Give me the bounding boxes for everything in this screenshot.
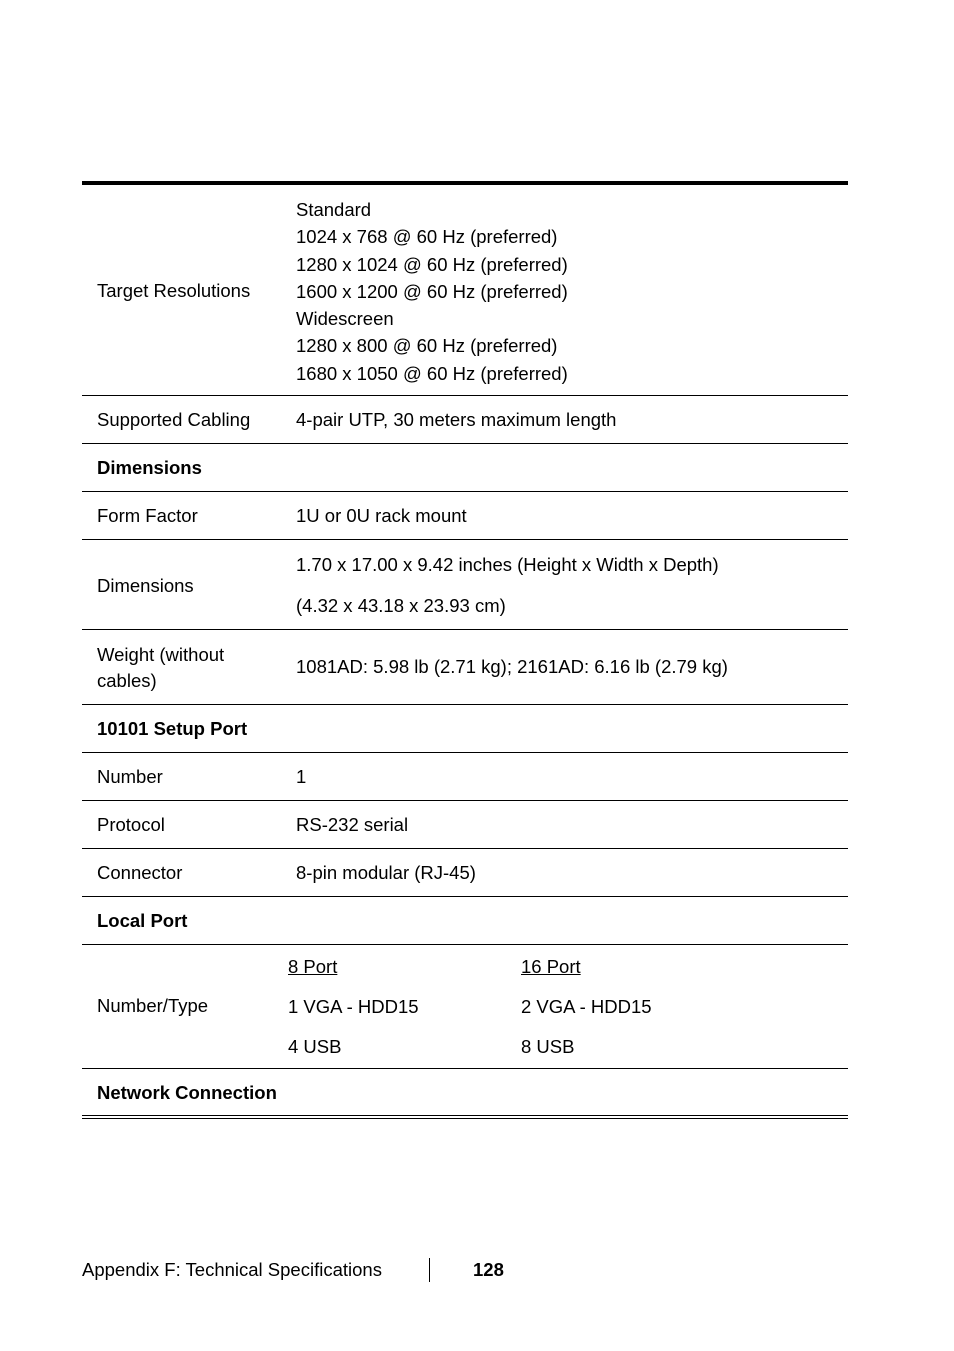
spec-table bbox=[82, 181, 848, 1119]
section-heading: Dimensions bbox=[97, 457, 202, 478]
row-label: Number/Type bbox=[97, 995, 209, 1016]
table-bottom-rule bbox=[82, 1115, 848, 1119]
table-row bbox=[82, 185, 848, 396]
table-row bbox=[82, 945, 848, 1069]
section-row bbox=[82, 1069, 848, 1115]
section-heading: Network Connection bbox=[97, 1082, 277, 1103]
row-label: Number bbox=[97, 766, 163, 787]
row-value: 4-pair UTP, 30 meters maximum length bbox=[296, 409, 617, 430]
row-label: Weight (without cables) bbox=[97, 644, 225, 691]
row-value: RS-232 serial bbox=[296, 814, 409, 835]
section-heading: 10101 Setup Port bbox=[97, 718, 248, 739]
row-value: 1.70 x 17.00 x 9.42 inches (Height x Width x Depth) (4.32 x 43.18 x 23.93 cm) bbox=[296, 554, 719, 616]
row-value: 1081AD: 5.98 lb (2.71 kg); 2161AD: 6.16 lb (2.79 kg) bbox=[296, 656, 728, 677]
section-row bbox=[82, 444, 848, 492]
table-row bbox=[82, 540, 848, 630]
row-value: 1 bbox=[296, 766, 307, 787]
table-row bbox=[82, 801, 848, 849]
column-header: 16 Port bbox=[521, 956, 581, 977]
section-row bbox=[82, 897, 848, 945]
row-value: 8-pin modular (RJ-45) bbox=[296, 862, 476, 883]
table-row bbox=[82, 753, 848, 801]
table-row bbox=[82, 849, 848, 897]
row-label: Target Resolutions bbox=[97, 280, 251, 301]
footer-title: Appendix F: Technical Specifications bbox=[82, 1259, 382, 1280]
row-value: 1U or 0U rack mount bbox=[296, 505, 467, 526]
table-row bbox=[82, 630, 848, 705]
row-label: Connector bbox=[97, 862, 183, 883]
port-16-column: 16 Port 2 VGA - HDD15 8 USB bbox=[521, 956, 652, 1057]
row-label: Dimensions bbox=[97, 575, 194, 596]
row-value: Standard 1024 x 768 @ 60 Hz (preferred) 1280 x 1024 @ 60 Hz (preferred) 1600 x 1200 @ 60 Hz (preferred) Widescreen 1280 x 800 @ 60 Hz (preferred) 1680 x 1050 @ 60 Hz (preferred) bbox=[296, 199, 568, 384]
table-row bbox=[82, 492, 848, 540]
section-row bbox=[82, 705, 848, 753]
page-number: 128 bbox=[473, 1259, 504, 1280]
row-label: Form Factor bbox=[97, 505, 198, 526]
column-header: 8 Port bbox=[288, 956, 338, 977]
section-heading: Local Port bbox=[97, 910, 188, 931]
row-label: Protocol bbox=[97, 814, 165, 835]
table-row bbox=[82, 396, 848, 444]
port-8-column: 8 Port 1 VGA - HDD15 4 USB bbox=[288, 956, 419, 1057]
footer-divider bbox=[429, 1258, 430, 1282]
row-label: Supported Cabling bbox=[97, 409, 251, 430]
